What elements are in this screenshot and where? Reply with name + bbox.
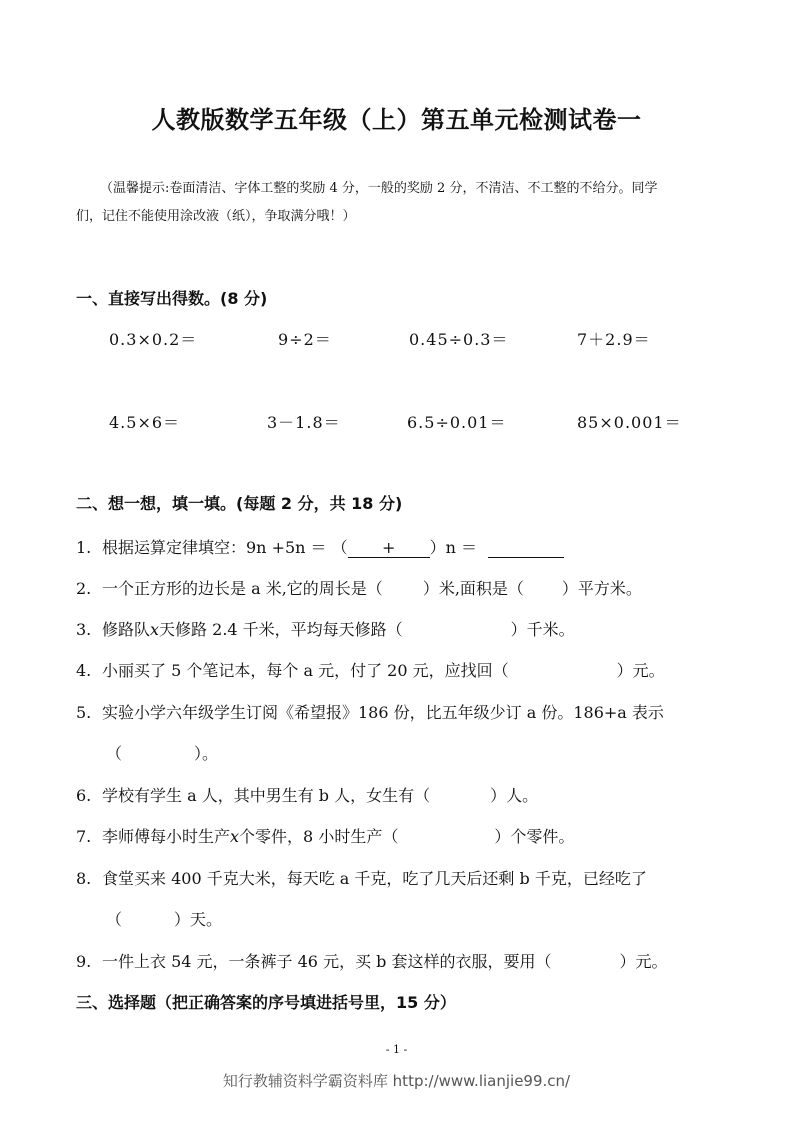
question-4 xyxy=(76,658,665,681)
calc-item: 4.5×6＝ xyxy=(109,413,181,432)
calc-item: 0.45÷0.3＝ xyxy=(409,330,509,349)
question-text: 修路队 xyxy=(102,620,151,639)
plus-sign: + xyxy=(381,538,396,557)
question-number: 9. xyxy=(76,952,92,971)
question-text: ）平方米。 xyxy=(561,579,642,598)
calc-item: 85×0.001＝ xyxy=(577,413,682,432)
question-text: 一个正方形的边长是 a 米,它的周长是（ xyxy=(102,579,383,598)
question-text: ）人。 xyxy=(490,786,539,805)
question-text: 学校有学生 a 人，其中男生有 b 人，女生有（ xyxy=(102,786,431,805)
question-number: 5. xyxy=(76,703,92,722)
question-number: 4. xyxy=(76,661,92,680)
question-text: ）元。 xyxy=(616,661,665,680)
calc-item: 0.3×0.2＝ xyxy=(109,330,198,349)
question-number: 7. xyxy=(76,827,92,846)
question-text: （ xyxy=(106,910,123,929)
question-text: 食堂买来 400 千克大米，每天吃 a 千克，吃了几天后还剩 b 千克，已经吃了 xyxy=(102,869,647,888)
question-number: 3. xyxy=(76,620,92,639)
question-text: ）n ＝ xyxy=(429,538,478,557)
page-title: 人教版数学五年级（上）第五单元检测试卷一 xyxy=(151,106,642,134)
question-text: ）个零件。 xyxy=(494,827,575,846)
section-3-heading: 三、选择题（把正确答案的序号填进括号里，15 分） xyxy=(76,993,456,1012)
question-9 xyxy=(76,949,668,972)
calc-item: 9÷2＝ xyxy=(278,330,332,349)
question-text: ）千米。 xyxy=(510,620,575,639)
question-text: （ xyxy=(106,744,123,763)
question-number: 1. xyxy=(76,538,92,557)
question-1 xyxy=(76,535,564,558)
question-number: 2. xyxy=(76,579,92,598)
question-text: 实验小学六年级学生订阅《希望报》186 份，比五年级少订 a 份。186+a 表示 xyxy=(102,703,664,722)
question-text: ）天。 xyxy=(174,910,223,929)
question-text: 天修路 2.4 千米，平均每天修路（ xyxy=(159,620,403,639)
question-text: ）元。 xyxy=(619,952,668,971)
calc-item: 7＋2.9＝ xyxy=(577,330,651,349)
question-text: ）米,面积是（ xyxy=(422,579,524,598)
question-text: ）。 xyxy=(194,744,219,763)
question-3 xyxy=(76,617,575,640)
question-8 xyxy=(76,866,647,889)
page-number: - 1 - xyxy=(385,1043,408,1056)
tip-line-1: （温馨提示:卷面清洁、字体工整的奖励 4 分，一般的奖励 2 分，不清洁、不工整的不给分。同学 xyxy=(100,181,658,196)
watermark-footer: 知行教辅资料学霸资料库 http://www.lianjie99.cn/ xyxy=(222,1072,571,1090)
answer-blank[interactable] xyxy=(348,538,430,558)
question-text: 李师傅每小时生产 xyxy=(102,827,231,846)
question-text: 一件上衣 54 元，一条裤子 46 元，买 b 套这样的衣服，要用（ xyxy=(102,952,552,971)
variable-x: x xyxy=(230,827,240,846)
question-6 xyxy=(76,783,538,806)
calc-item: 6.5÷0.01＝ xyxy=(407,413,507,432)
calc-item: 3－1.8＝ xyxy=(267,413,341,432)
question-5-continued xyxy=(106,741,218,764)
question-text: 个零件，8 小时生产（ xyxy=(239,827,399,846)
question-number: 6. xyxy=(76,786,92,805)
section-1-heading: 一、直接写出得数。(8 分) xyxy=(76,289,268,308)
question-number: 8. xyxy=(76,869,92,888)
variable-x: x xyxy=(150,620,160,639)
tip-line-2: 们，记住不能使用涂改液（纸），争取满分哦！） xyxy=(76,209,356,224)
question-7 xyxy=(76,824,574,847)
question-2 xyxy=(76,576,642,599)
section-2-heading: 二、想一想，填一填。(每题 2 分，共 18 分) xyxy=(76,494,403,513)
question-text: 小丽买了 5 个笔记本，每个 a 元，付了 20 元，应找回（ xyxy=(102,661,509,680)
question-5 xyxy=(76,700,664,723)
question-text: 根据运算定律填空：9n +5n ＝ （ xyxy=(102,538,348,557)
answer-blank[interactable] xyxy=(488,538,564,558)
question-8-continued xyxy=(106,907,222,930)
